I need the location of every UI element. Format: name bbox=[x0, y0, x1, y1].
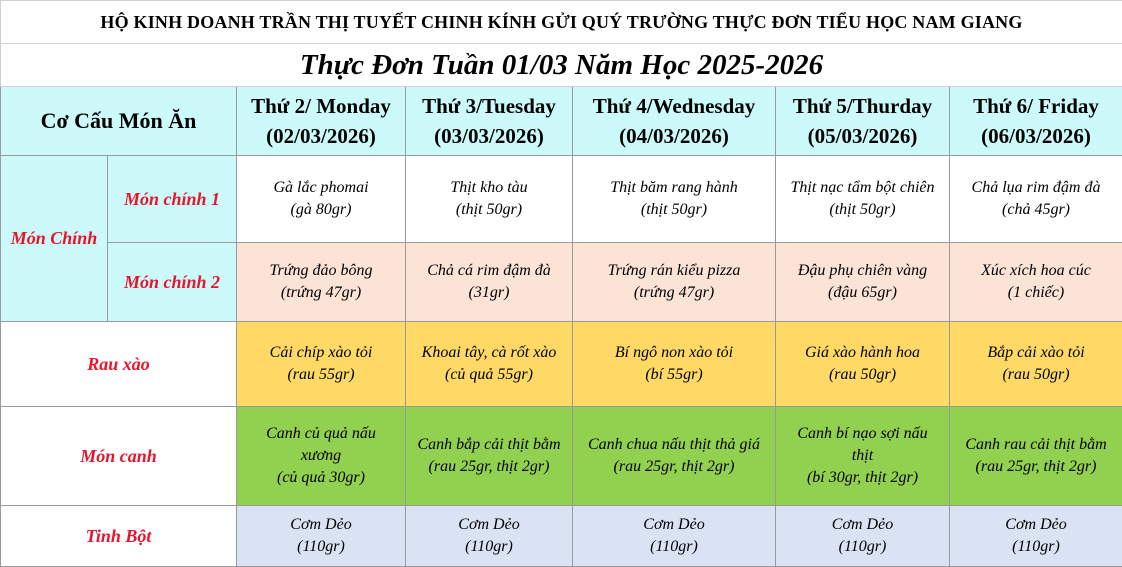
dish-portion: (bí 30gr, thịt 2gr) bbox=[778, 467, 947, 489]
dish-name: Thịt băm rang hành bbox=[575, 177, 773, 199]
table-row-main-2 bbox=[1, 243, 1122, 322]
menu-cell bbox=[406, 407, 573, 506]
dish-portion: (thịt 50gr) bbox=[408, 199, 570, 221]
subcategory-main-2: Món chính 2 bbox=[108, 243, 237, 322]
menu-cell bbox=[573, 407, 776, 506]
menu-cell bbox=[237, 156, 406, 243]
menu-cell bbox=[406, 243, 573, 322]
dish-portion: (rau 50gr) bbox=[778, 364, 947, 386]
table-header-row bbox=[1, 87, 1122, 156]
dish-name: Cơm Dẻo bbox=[778, 514, 947, 536]
dish-name: Canh bí nạo sợi nấu bbox=[778, 423, 947, 445]
day-date: (02/03/2026) bbox=[239, 121, 403, 151]
dish-name-cont: xương bbox=[239, 445, 403, 467]
menu-cell bbox=[406, 506, 573, 567]
day-header bbox=[950, 87, 1122, 156]
day-name: Thứ 2/ Monday bbox=[239, 91, 403, 121]
dish-portion: (110gr) bbox=[778, 536, 947, 558]
table-row-main-1 bbox=[1, 156, 1122, 243]
menu-cell bbox=[573, 322, 776, 407]
menu-cell bbox=[573, 506, 776, 567]
day-header bbox=[776, 87, 950, 156]
dish-name: Bắp cải xào tỏi bbox=[952, 342, 1120, 364]
menu-cell bbox=[237, 407, 406, 506]
dish-name: Thịt kho tàu bbox=[408, 177, 570, 199]
dish-name: Canh bắp cải thịt bằm bbox=[408, 434, 570, 456]
dish-portion: (trứng 47gr) bbox=[239, 282, 403, 304]
dish-name: Trứng đảo bông bbox=[239, 260, 403, 282]
dish-portion: (rau 50gr) bbox=[952, 364, 1120, 386]
dish-portion: (chả 45gr) bbox=[952, 199, 1120, 221]
dish-portion: (110gr) bbox=[239, 536, 403, 558]
dish-name: Cơm Dẻo bbox=[575, 514, 773, 536]
menu-cell bbox=[776, 243, 950, 322]
dish-portion: (31gr) bbox=[408, 282, 570, 304]
category-starch: Tinh Bột bbox=[1, 506, 237, 567]
dish-name: Đậu phụ chiên vàng bbox=[778, 260, 947, 282]
dish-portion: (110gr) bbox=[952, 536, 1120, 558]
week-title: Thực Đơn Tuần 01/03 Năm Học 2025-2026 bbox=[1, 44, 1122, 87]
dish-name-cont: thịt bbox=[778, 445, 947, 467]
dish-portion: (rau 25gr, thịt 2gr) bbox=[952, 456, 1120, 478]
day-header bbox=[406, 87, 573, 156]
menu-cell bbox=[237, 243, 406, 322]
table-row-starch bbox=[1, 506, 1122, 567]
subcategory-main-1: Món chính 1 bbox=[108, 156, 237, 243]
day-name: Thứ 5/Thurday bbox=[778, 91, 947, 121]
day-date: (05/03/2026) bbox=[778, 121, 947, 151]
dish-name: Khoai tây, cà rốt xào bbox=[408, 342, 570, 364]
menu-cell bbox=[573, 243, 776, 322]
menu-cell bbox=[776, 407, 950, 506]
dish-name: Chả cá rim đậm đà bbox=[408, 260, 570, 282]
dish-name: Canh chua nấu thịt thả giá bbox=[575, 434, 773, 456]
dish-name: Canh củ quả nấu bbox=[239, 423, 403, 445]
dish-name: Bí ngô non xào tỏi bbox=[575, 342, 773, 364]
dish-portion: (rau 25gr, thịt 2gr) bbox=[408, 456, 570, 478]
menu-cell bbox=[950, 506, 1122, 567]
menu-cell bbox=[237, 506, 406, 567]
dish-name: Trứng rán kiểu pizza bbox=[575, 260, 773, 282]
day-name: Thứ 3/Tuesday bbox=[408, 91, 570, 121]
day-date: (06/03/2026) bbox=[952, 121, 1120, 151]
dish-name: Cải chíp xào tỏi bbox=[239, 342, 403, 364]
dish-portion: (trứng 47gr) bbox=[575, 282, 773, 304]
dish-portion: (thịt 50gr) bbox=[778, 199, 947, 221]
dish-name: Thịt nạc tẩm bột chiên bbox=[778, 177, 947, 199]
menu-cell bbox=[950, 322, 1122, 407]
dish-portion: (thịt 50gr) bbox=[575, 199, 773, 221]
dish-name: Giá xào hành hoa bbox=[778, 342, 947, 364]
menu-cell bbox=[776, 322, 950, 407]
table-row-soup bbox=[1, 407, 1122, 506]
day-name: Thứ 4/Wednesday bbox=[575, 91, 773, 121]
day-name: Thứ 6/ Friday bbox=[952, 91, 1120, 121]
day-header bbox=[237, 87, 406, 156]
menu-cell bbox=[950, 243, 1122, 322]
category-stir-fry: Rau xào bbox=[1, 322, 237, 407]
category-soup: Món canh bbox=[1, 407, 237, 506]
dish-portion: (110gr) bbox=[575, 536, 773, 558]
header-title: HỘ KINH DOANH TRẦN THỊ TUYẾT CHINH KÍNH GỬI QUÝ TRƯỜNG THỰC ĐƠN TIỂU HỌC NAM GIANG bbox=[1, 1, 1122, 44]
dish-name: Cơm Dẻo bbox=[408, 514, 570, 536]
day-date: (04/03/2026) bbox=[575, 121, 773, 151]
structure-label: Cơ Cấu Món Ăn bbox=[1, 87, 237, 156]
dish-portion: (110gr) bbox=[408, 536, 570, 558]
menu-cell bbox=[950, 407, 1122, 506]
dish-name: Cơm Dẻo bbox=[952, 514, 1120, 536]
dish-portion: (đậu 65gr) bbox=[778, 282, 947, 304]
dish-portion: (1 chiếc) bbox=[952, 282, 1120, 304]
dish-portion: (bí 55gr) bbox=[575, 364, 773, 386]
dish-name: Canh rau cải thịt bằm bbox=[952, 434, 1120, 456]
table-row-stir-fry bbox=[1, 322, 1122, 407]
menu-cell bbox=[776, 156, 950, 243]
menu-cell bbox=[406, 322, 573, 407]
dish-portion: (củ quả 30gr) bbox=[239, 467, 403, 489]
menu-cell bbox=[573, 156, 776, 243]
menu-cell bbox=[237, 322, 406, 407]
dish-portion: (rau 55gr) bbox=[239, 364, 403, 386]
dish-name: Cơm Dẻo bbox=[239, 514, 403, 536]
day-header bbox=[573, 87, 776, 156]
dish-name: Chả lụa rim đậm đà bbox=[952, 177, 1120, 199]
dish-portion: (củ quả 55gr) bbox=[408, 364, 570, 386]
dish-name: Xúc xích hoa cúc bbox=[952, 260, 1120, 282]
dish-portion: (rau 25gr, thịt 2gr) bbox=[575, 456, 773, 478]
menu-cell bbox=[776, 506, 950, 567]
category-main-dish: Món Chính bbox=[1, 156, 108, 322]
menu-cell bbox=[950, 156, 1122, 243]
dish-portion: (gà 80gr) bbox=[239, 199, 403, 221]
menu-cell bbox=[406, 156, 573, 243]
dish-name: Gà lắc phomai bbox=[239, 177, 403, 199]
day-date: (03/03/2026) bbox=[408, 121, 570, 151]
